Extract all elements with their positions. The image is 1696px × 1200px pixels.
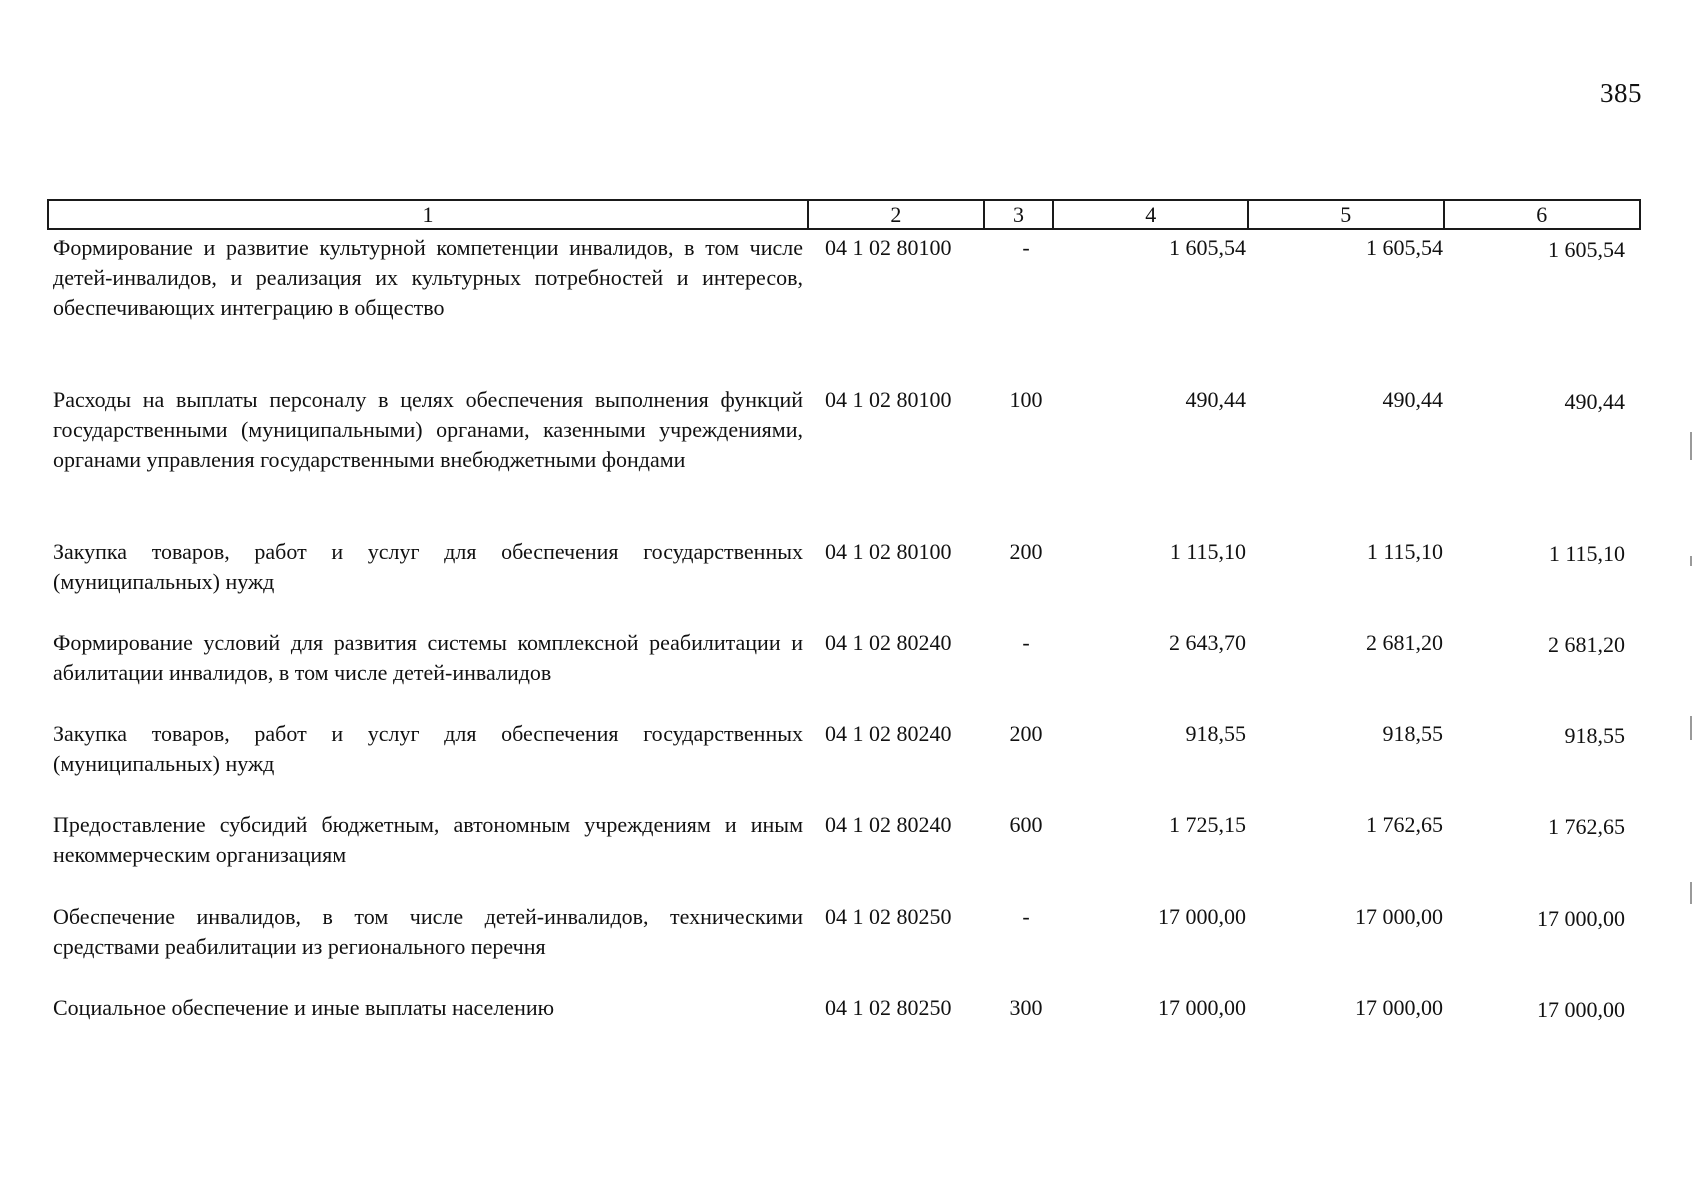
scan-margin-mark bbox=[1690, 432, 1692, 460]
column-header-6: 6 bbox=[1536, 202, 1548, 227]
scan-margin-mark bbox=[1690, 556, 1692, 566]
row-description: Закупка товаров, работ и услуг для обеспечения государственных (муниципальных) нужд bbox=[53, 721, 803, 776]
row-expense-type: - bbox=[1022, 630, 1030, 655]
row-value-col6: 1 115,10 bbox=[1548, 541, 1625, 566]
row-value-col6: 1 762,65 bbox=[1548, 814, 1625, 839]
row-value-col4: 918,55 bbox=[1185, 721, 1246, 746]
row-expense-type: 200 bbox=[1009, 721, 1043, 746]
row-value-col4: 1 605,54 bbox=[1169, 235, 1246, 260]
row-description: Обеспечение инвалидов, в том числе детей-инвалидов, техническими средствами реабилитации из регионального перечня bbox=[53, 904, 803, 959]
row-code: 04 1 02 80100 bbox=[825, 235, 952, 260]
row-description: Предоставление субсидий бюджетным, автономным учреждениям и иным некоммерческим организациям bbox=[53, 812, 803, 867]
row-value-col5: 17 000,00 bbox=[1355, 904, 1443, 929]
row-value-col5: 1 605,54 bbox=[1366, 235, 1443, 260]
row-value-col5: 490,44 bbox=[1382, 387, 1443, 412]
row-code: 04 1 02 80100 bbox=[825, 539, 952, 564]
row-value-col6: 2 681,20 bbox=[1548, 632, 1625, 657]
row-value-col4: 17 000,00 bbox=[1158, 904, 1246, 929]
row-value-col6: 490,44 bbox=[1564, 389, 1625, 414]
table-header bbox=[47, 199, 1641, 230]
row-code: 04 1 02 80100 bbox=[825, 387, 952, 412]
row-code: 04 1 02 80240 bbox=[825, 721, 952, 746]
row-value-col6: 17 000,00 bbox=[1537, 906, 1625, 931]
row-value-col4: 2 643,70 bbox=[1169, 630, 1246, 655]
row-value-col4: 1 725,15 bbox=[1169, 812, 1246, 837]
scan-margin-mark bbox=[1690, 716, 1692, 740]
row-code: 04 1 02 80250 bbox=[825, 904, 952, 929]
row-value-col5: 1 115,10 bbox=[1366, 539, 1443, 564]
row-expense-type: 300 bbox=[1009, 995, 1043, 1020]
row-description: Формирование условий для развития системы комплексной реабилитации и абилитации инвалидов, в том числе детей-инвалидов bbox=[53, 630, 803, 685]
scan-margin-mark bbox=[1690, 882, 1692, 904]
row-code: 04 1 02 80240 bbox=[825, 812, 952, 837]
row-expense-type: - bbox=[1022, 235, 1030, 260]
row-value-col6: 1 605,54 bbox=[1548, 237, 1625, 262]
row-description: Социальное обеспечение и иные выплаты населению bbox=[53, 995, 555, 1020]
row-value-col5: 2 681,20 bbox=[1366, 630, 1443, 655]
row-description: Закупка товаров, работ и услуг для обеспечения государственных (муниципальных) нужд bbox=[53, 539, 803, 594]
row-expense-type: 100 bbox=[1009, 387, 1043, 412]
row-value-col4: 490,44 bbox=[1185, 387, 1246, 412]
row-value-col5: 918,55 bbox=[1382, 721, 1443, 746]
row-code: 04 1 02 80250 bbox=[825, 995, 952, 1020]
page-number: 385 bbox=[1600, 78, 1642, 108]
row-value-col4: 17 000,00 bbox=[1158, 995, 1246, 1020]
row-expense-type: - bbox=[1022, 904, 1030, 929]
row-value-col6: 918,55 bbox=[1564, 723, 1625, 748]
column-header-3: 3 bbox=[985, 201, 1055, 228]
row-value-col5: 1 762,65 bbox=[1366, 812, 1443, 837]
column-header-2: 2 bbox=[809, 201, 985, 228]
column-header-4: 4 bbox=[1054, 201, 1249, 228]
row-code: 04 1 02 80240 bbox=[825, 630, 952, 655]
column-header-5: 5 bbox=[1249, 201, 1445, 228]
row-expense-type: 600 bbox=[1009, 812, 1043, 837]
row-expense-type: 200 bbox=[1009, 539, 1043, 564]
row-value-col6: 17 000,00 bbox=[1537, 997, 1625, 1022]
row-description: Формирование и развитие культурной компетенции инвалидов, в том числе детей-инвалидов, и реализация их культурных потребностей и интересов, обеспечивающих интеграцию в общество bbox=[53, 235, 803, 320]
row-description: Расходы на выплаты персоналу в целях обеспечения выполнения функций государственными (муниципальными) органами, казенными учреждениями, органами управления государственными внебюджетными фондами bbox=[53, 387, 803, 472]
row-value-col5: 17 000,00 bbox=[1355, 995, 1443, 1020]
row-value-col4: 1 115,10 bbox=[1169, 539, 1246, 564]
column-header-1: 1 bbox=[49, 201, 809, 228]
